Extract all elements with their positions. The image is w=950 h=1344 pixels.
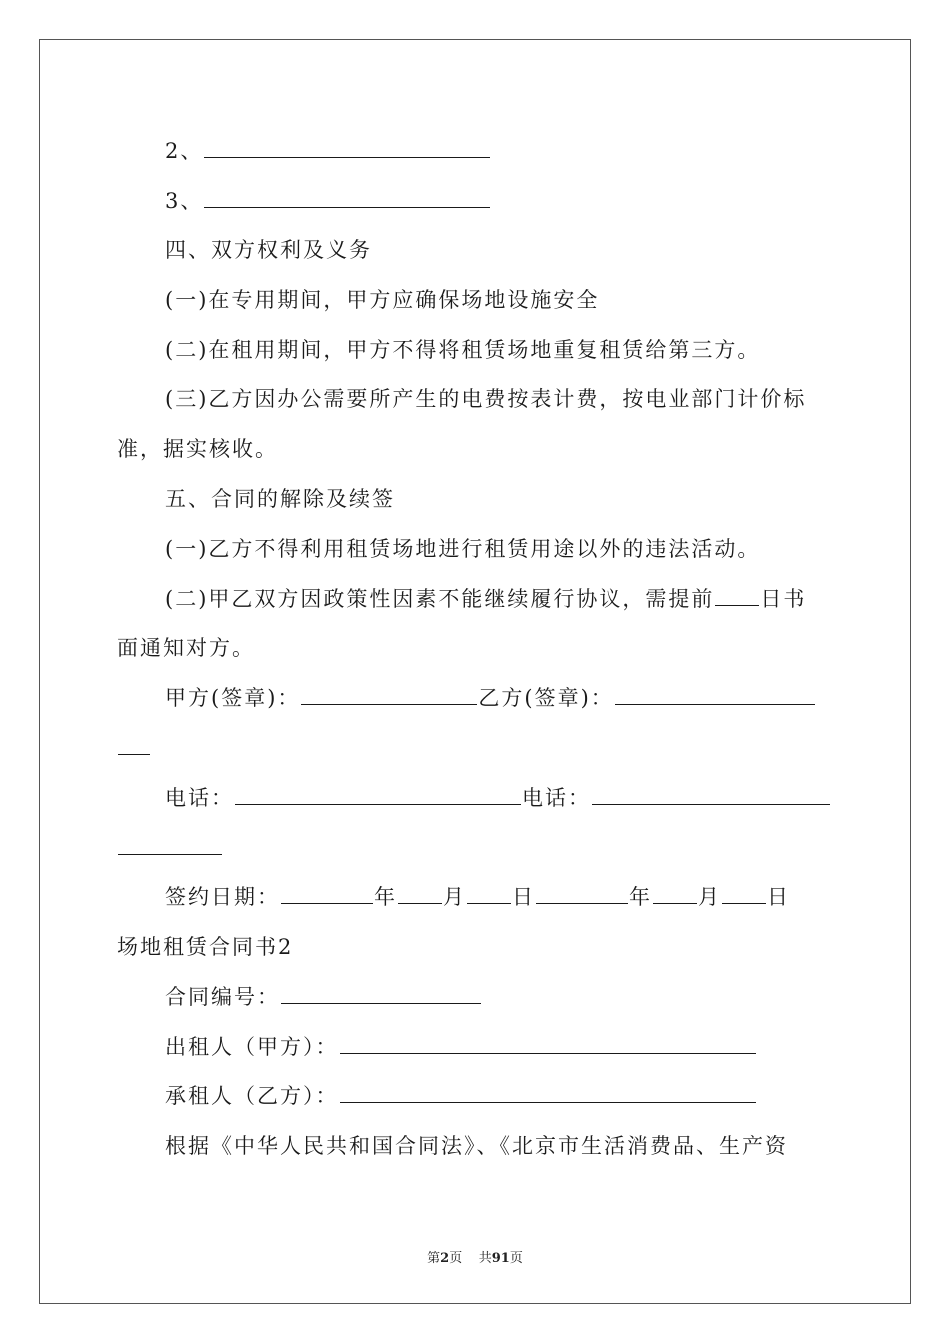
- party-a-phone-blank[interactable]: [235, 786, 521, 805]
- party-b-sign-blank[interactable]: [615, 686, 815, 705]
- month-label: 月: [443, 885, 466, 909]
- year-blank-2[interactable]: [536, 885, 628, 904]
- phone-line-cont: [117, 834, 223, 862]
- lessee-blank[interactable]: [340, 1084, 756, 1103]
- item-3: [165, 187, 491, 215]
- footer-page-suffix: 页: [449, 1251, 463, 1266]
- days-blank[interactable]: [715, 587, 759, 606]
- legal-basis-text: 根据《中华人民共和国合同法》、《北京市生活消费品、生产资: [165, 1134, 788, 1158]
- party-b-phone-blank-cont[interactable]: [118, 836, 222, 855]
- lessor-line: [165, 1033, 757, 1061]
- section-4-heading: 四、双方权利及义务: [165, 238, 372, 262]
- lessor-blank[interactable]: [340, 1035, 756, 1054]
- item-2-label: 2、: [165, 139, 204, 163]
- contract-number-blank[interactable]: [281, 985, 481, 1004]
- party-a-phone-label: 电话：: [165, 786, 234, 810]
- contract-2-title: 场地租赁合同书2: [117, 935, 294, 959]
- lessee-label: 承租人（乙方）：: [165, 1084, 339, 1108]
- section-5-clause-1: (一)乙方不得利用租赁场地进行租赁用途以外的违法活动。: [165, 537, 761, 561]
- footer-total-suffix: 页: [509, 1251, 523, 1266]
- year-blank[interactable]: [281, 885, 373, 904]
- party-a-sign-blank[interactable]: [301, 686, 477, 705]
- lessee-line: [165, 1082, 757, 1110]
- section-5-clause-2: [165, 585, 806, 613]
- party-b-phone-blank[interactable]: [592, 786, 830, 805]
- month-label-2: 月: [698, 885, 721, 909]
- blank-field[interactable]: [204, 139, 490, 158]
- clause-text: (二)甲乙双方因政策性因素不能继续履行协议，需提前: [165, 587, 715, 611]
- section-4-clause-1: (一)在专用期间，甲方应确保场地设施安全: [165, 288, 600, 312]
- day-blank-2[interactable]: [722, 885, 766, 904]
- contract-number-line: [165, 983, 482, 1011]
- month-blank-2[interactable]: [653, 885, 697, 904]
- signature-line-cont: [117, 734, 151, 762]
- day-label: 日: [512, 885, 535, 909]
- section-4-clause-2: (二)在租用期间，甲方不得将租赁场地重复租赁给第三方。: [165, 338, 761, 362]
- item-2: [165, 137, 491, 165]
- day-blank[interactable]: [467, 885, 511, 904]
- contract-number-label: 合同编号：: [165, 985, 280, 1009]
- day-label-2: 日: [767, 885, 790, 909]
- footer-page-number: 2: [440, 1251, 450, 1266]
- party-b-sign-blank-cont[interactable]: [118, 736, 150, 755]
- month-blank[interactable]: [398, 885, 442, 904]
- signing-date-line: [165, 883, 790, 911]
- year-label: 年: [374, 885, 397, 909]
- party-b-sign-label: 乙方(签章)：: [478, 686, 614, 710]
- page-footer: [0, 1247, 950, 1266]
- section-5-heading: 五、合同的解除及续签: [165, 487, 395, 511]
- party-a-sign-label: 甲方(签章)：: [165, 686, 301, 710]
- section-4-clause-3: (三)乙方因办公需要所产生的电费按表计费，按电业部门计价标: [165, 387, 807, 411]
- blank-field[interactable]: [204, 189, 490, 208]
- item-3-label: 3、: [165, 189, 204, 213]
- lessor-label: 出租人（甲方）：: [165, 1035, 339, 1059]
- year-label-2: 年: [629, 885, 652, 909]
- footer-page-prefix: 第: [427, 1251, 441, 1266]
- date-label: 签约日期：: [165, 885, 280, 909]
- signature-line: [165, 684, 816, 712]
- footer-total-prefix: 共: [478, 1251, 492, 1266]
- phone-line: [165, 784, 831, 812]
- section-4-clause-3-cont: 准，据实核收。: [117, 437, 278, 461]
- section-5-clause-2-cont: 面通知对方。: [117, 636, 255, 660]
- clause-text-end: 日书: [760, 587, 807, 611]
- footer-total-number: 91: [491, 1251, 510, 1266]
- page-border: [39, 39, 911, 1304]
- party-b-phone-label: 电话：: [522, 786, 591, 810]
